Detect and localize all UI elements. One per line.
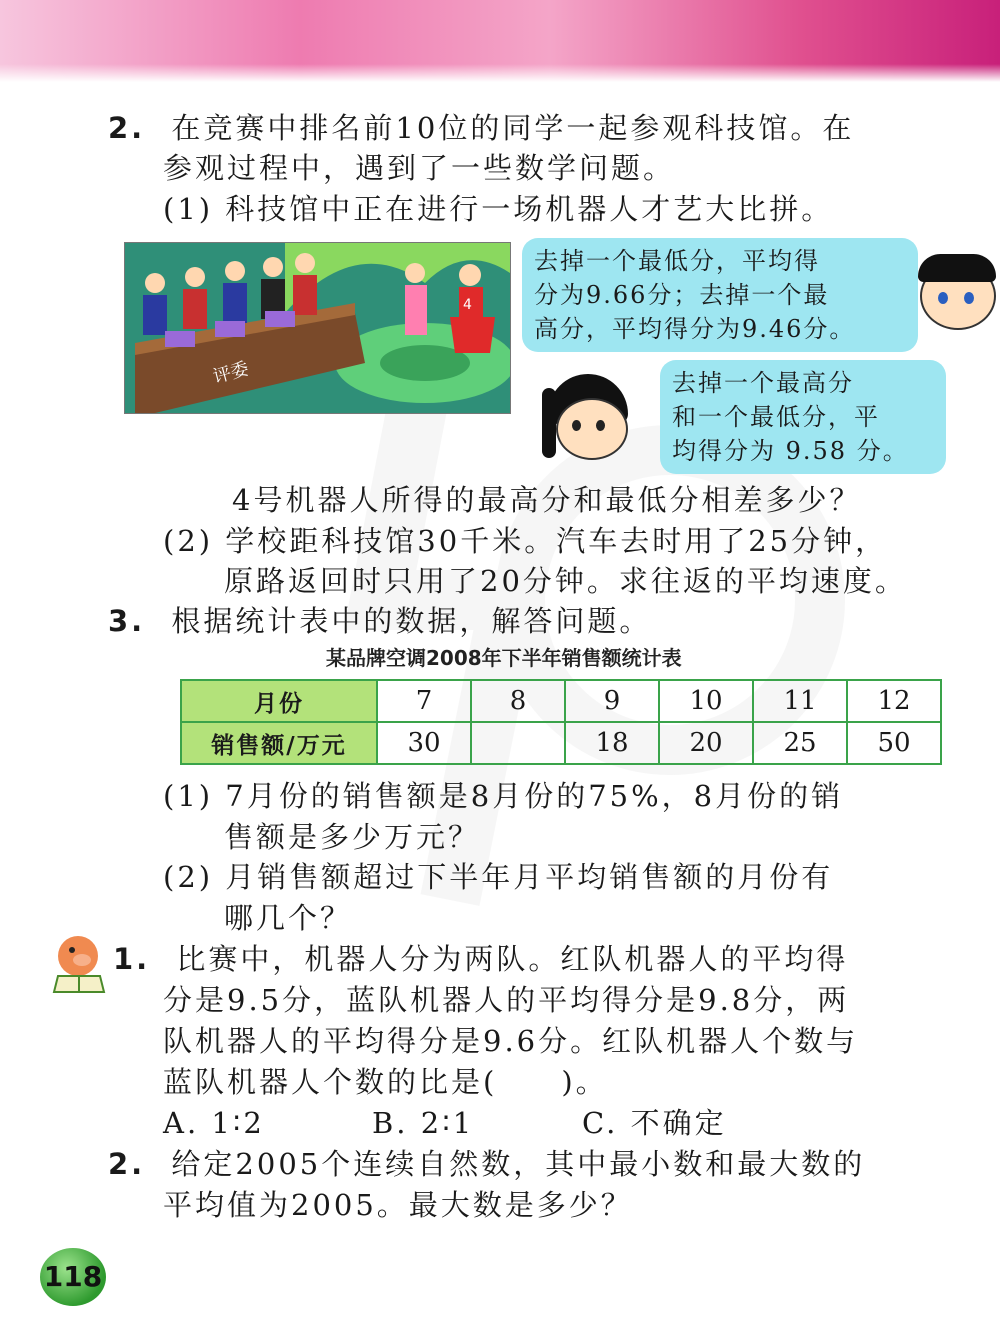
judges-label: 评委: [210, 358, 252, 388]
problem-2-line-1: [108, 108, 854, 148]
problem-3-part-2-line-1: (2) 月销售额超过下半年月平均销售额的月份有: [163, 860, 834, 894]
header-banner: [0, 0, 1000, 82]
problem-2-text-1: 在竞赛中排名前10位的同学一起参观科技馆。在: [171, 111, 855, 145]
girl-bubble-line-3: 均得分为 9.58 分。: [672, 437, 909, 465]
girl-bubble-line-1: 去掉一个最高分: [672, 369, 854, 397]
problem-2-number: 2.: [108, 111, 146, 145]
sales-table: [180, 679, 942, 765]
girl-avatar: [538, 368, 638, 468]
robot-contest-illustration: [124, 242, 511, 414]
problem-3-text: 根据统计表中的数据，解答问题。: [171, 604, 652, 638]
challenge-q1-number: 1.: [113, 942, 151, 976]
page-number: 118: [40, 1248, 106, 1306]
girl-bubble-line-2: 和一个最低分，平: [672, 403, 880, 431]
table-header-month: 月份: [181, 680, 377, 722]
challenge-q2-number: 2.: [108, 1147, 146, 1181]
table-title: 某品牌空调2008年下半年销售额统计表: [326, 646, 682, 670]
pig-reading-icon: [48, 930, 110, 996]
boy-avatar: [918, 248, 998, 328]
month-cell: 9: [565, 680, 659, 722]
month-cell: 12: [847, 680, 941, 722]
challenge-q1-text-1: 比赛中，机器人分为两队。红队机器人的平均得: [176, 942, 849, 976]
problem-2-line-2: 参观过程中，遇到了一些数学问题。: [163, 151, 676, 185]
girl-speech-bubble: [660, 360, 946, 474]
month-cell: 11: [753, 680, 847, 722]
option-c: C. 不确定: [582, 1106, 727, 1140]
month-cell: 10: [659, 680, 753, 722]
challenge-q1-line-2: 分是9.5分，蓝队机器人的平均得分是9.8分，两: [163, 983, 850, 1017]
sales-cell: [471, 722, 565, 764]
challenge-q1-line-1: [113, 939, 848, 979]
boy-bubble-line-1: 去掉一个最低分，平均得: [534, 247, 820, 275]
challenge-q1-line-3: 队机器人的平均得分是9.6分。红队机器人个数与: [163, 1024, 859, 1058]
problem-3-part-2-line-2: 哪几个？: [224, 901, 353, 935]
problem-3-part-1-line-1: (1) 7月份的销售额是8月份的75%，8月份的销: [163, 779, 844, 813]
table-header-sales: 销售额/万元: [181, 722, 377, 764]
sales-cell: 50: [847, 722, 941, 764]
problem-2-part-1: (1) 科技馆中正在进行一场机器人才艺大比拼。: [163, 192, 834, 226]
problem-2-question-1: 4号机器人所得的最高分和最低分相差多少？: [232, 483, 862, 517]
sales-cell: 30: [377, 722, 471, 764]
boy-bubble-line-3: 高分，平均得分为9.46分。: [534, 315, 856, 343]
table-row: [181, 680, 941, 722]
option-b: B. 2∶1: [372, 1106, 475, 1140]
option-a: A. 1∶2: [163, 1106, 265, 1140]
problem-2-part-2-line-2: 原路返回时只用了20分钟。求往返的平均速度。: [224, 564, 907, 598]
problem-3-number: 3.: [108, 604, 146, 638]
problem-2-part-2-line-1: (2) 学校距科技馆30千米。汽车去时用了25分钟，: [163, 524, 888, 558]
boy-speech-bubble: [522, 238, 918, 352]
sales-cell: 18: [565, 722, 659, 764]
sales-cell: 25: [753, 722, 847, 764]
boy-bubble-line-2: 分为9.66分；去掉一个最: [534, 281, 830, 309]
table-row: [181, 722, 941, 764]
problem-3-line: [108, 601, 651, 641]
month-cell: 8: [471, 680, 565, 722]
month-cell: 7: [377, 680, 471, 722]
challenge-q2-text-1: 给定2005个连续自然数，其中最小数和最大数的: [171, 1147, 866, 1181]
problem-3-part-1-line-2: 售额是多少万元？: [224, 820, 481, 854]
challenge-q2-line-1: [108, 1144, 865, 1184]
challenge-q1-line-4: 蓝队机器人个数的比是( )。: [163, 1065, 608, 1099]
challenge-q2-line-2: 平均值为2005。最大数是多少？: [163, 1188, 633, 1222]
sales-cell: 20: [659, 722, 753, 764]
robot-number-label: 4: [463, 297, 472, 313]
